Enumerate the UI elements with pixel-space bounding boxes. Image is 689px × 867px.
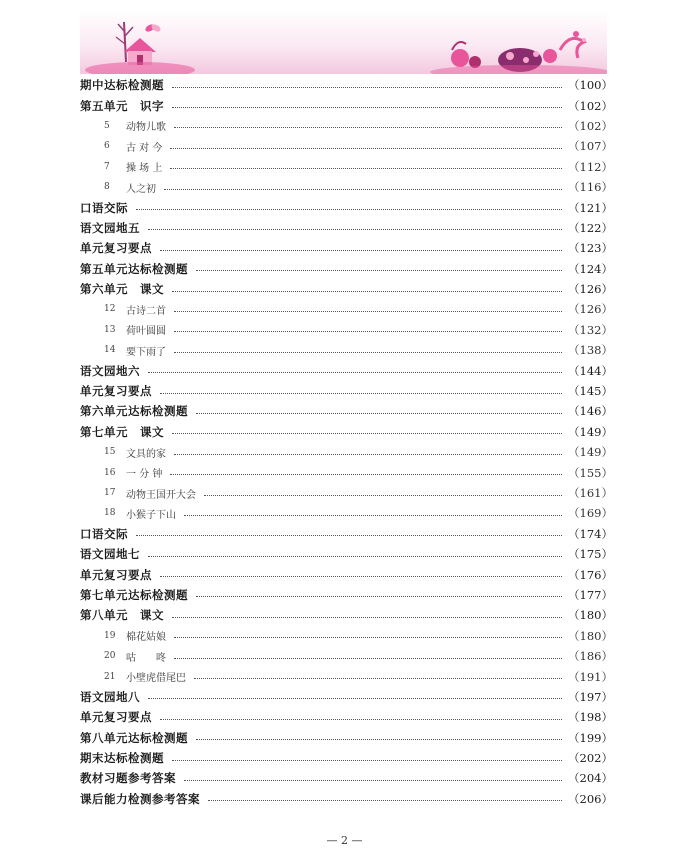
entry-page-number: （121）: [568, 200, 613, 215]
entry-page-number: （191）: [568, 669, 613, 684]
lesson-number: 16: [104, 467, 116, 478]
toc-section-entry[interactable]: [80, 95, 612, 115]
entry-page-number: （204）: [568, 771, 613, 786]
entry-page-number: （180）: [568, 628, 613, 643]
dot-leader: [174, 311, 562, 312]
dot-leader: [170, 474, 562, 475]
dot-leader: [164, 189, 562, 190]
entry-title: 要下雨了: [126, 346, 166, 358]
toc-lesson-entry[interactable]: [80, 646, 612, 666]
entry-page-number: （176）: [568, 567, 613, 582]
entry-title: 单元复习要点: [80, 241, 152, 256]
entry-title: 棉花姑娘: [126, 632, 166, 644]
dot-leader: [148, 229, 562, 230]
table-of-contents: [80, 75, 612, 809]
butterfly-icon: [144, 23, 162, 33]
entry-page-number: （202）: [568, 751, 613, 766]
dot-leader: [148, 698, 562, 699]
dot-leader: [136, 209, 562, 210]
dot-leader: [174, 331, 562, 332]
toc-lesson-entry[interactable]: [80, 666, 612, 686]
toc-lesson-entry[interactable]: [80, 626, 612, 646]
dot-leader: [196, 413, 562, 414]
dot-leader: [174, 127, 562, 128]
entry-page-number: （186）: [568, 649, 613, 664]
lesson-number: 12: [104, 304, 116, 315]
toc-lesson-entry[interactable]: [80, 299, 612, 319]
lesson-number: 5: [104, 120, 110, 131]
entry-title: 单元复习要点: [80, 567, 152, 582]
toc-section-entry[interactable]: [80, 789, 612, 809]
toc-section-entry[interactable]: [80, 605, 612, 625]
toc-section-entry[interactable]: [80, 381, 612, 401]
dot-leader: [160, 576, 562, 577]
entry-title: 第八单元 课文: [80, 608, 164, 623]
toc-section-entry[interactable]: [80, 197, 612, 217]
dot-leader: [160, 719, 562, 720]
entry-title: 古诗二首: [126, 305, 166, 317]
page-number: — 2 —: [326, 834, 363, 847]
dot-leader: [172, 760, 562, 761]
toc-section-entry[interactable]: [80, 707, 612, 727]
lesson-number: 21: [104, 671, 116, 682]
entry-title: 第五单元达标检测题: [80, 261, 188, 276]
entry-page-number: （124）: [568, 261, 613, 276]
entry-title: 第六单元 课文: [80, 282, 164, 297]
toc-section-entry[interactable]: [80, 279, 612, 299]
entry-title: 期末达标检测题: [80, 751, 164, 766]
dot-leader: [172, 87, 562, 88]
entry-page-number: （102）: [568, 98, 613, 113]
toc-section-entry[interactable]: [80, 728, 612, 748]
entry-page-number: （146）: [568, 404, 613, 419]
toc-section-entry[interactable]: [80, 524, 612, 544]
toc-section-entry[interactable]: [80, 585, 612, 605]
entry-page-number: （206）: [568, 791, 613, 806]
dot-leader: [160, 250, 562, 251]
toc-section-entry[interactable]: [80, 238, 612, 258]
entry-title: 口语交际: [80, 526, 128, 541]
dot-leader: [174, 454, 562, 455]
dot-leader: [196, 270, 562, 271]
entry-page-number: （177）: [568, 587, 613, 602]
dot-leader: [172, 107, 562, 108]
entry-page-number: （161）: [568, 486, 613, 500]
lesson-number: 18: [104, 508, 116, 519]
lesson-number: 13: [104, 324, 116, 335]
entry-title: 人之初: [126, 183, 156, 195]
entry-page-number: （123）: [568, 241, 613, 256]
dot-leader: [196, 739, 562, 740]
entry-title: 课后能力检测参考答案: [80, 791, 200, 806]
entry-page-number: （175）: [568, 547, 613, 562]
decorative-illustration: [80, 10, 607, 74]
entry-page-number: （180）: [568, 608, 613, 623]
lesson-number: 14: [104, 345, 116, 356]
entry-title: 期中达标检测题: [80, 78, 164, 93]
toc-section-entry[interactable]: [80, 687, 612, 707]
entry-page-number: （116）: [568, 180, 613, 195]
entry-page-number: （169）: [568, 506, 613, 521]
entry-page-number: （112）: [568, 159, 613, 174]
entry-title: 第八单元达标检测题: [80, 730, 188, 745]
dot-leader: [174, 352, 562, 353]
dot-leader: [184, 780, 562, 781]
entry-page-number: （149）: [568, 445, 613, 460]
entry-page-number: （174）: [568, 526, 613, 541]
dot-leader: [184, 515, 562, 516]
toc-section-entry[interactable]: [80, 218, 612, 238]
entry-title: 荷叶圆圆: [126, 326, 166, 338]
dot-leader: [148, 372, 562, 373]
entry-title: 第七单元达标检测题: [80, 587, 188, 602]
lesson-number: 15: [104, 447, 116, 458]
entry-title: 语文园地六: [80, 363, 140, 378]
toc-section-entry[interactable]: [80, 544, 612, 564]
dot-leader: [194, 678, 562, 679]
entry-page-number: （155）: [568, 465, 613, 480]
toc-lesson-entry[interactable]: [80, 177, 612, 197]
lesson-number: 17: [104, 488, 116, 498]
toc-section-entry[interactable]: [80, 768, 612, 788]
toc-section-entry[interactable]: [80, 422, 612, 442]
dot-leader: [208, 800, 562, 801]
entry-title: 教材习题参考答案: [80, 771, 176, 786]
entry-title: 语文园地七: [80, 547, 140, 562]
entry-title: 单元复习要点: [80, 384, 152, 399]
toc-lesson-entry[interactable]: [80, 483, 612, 503]
toc-section-entry[interactable]: [80, 75, 612, 95]
entry-title: 第六单元达标检测题: [80, 404, 188, 419]
entry-title: 口语交际: [80, 200, 128, 215]
entry-title: 一 分 钟: [126, 469, 163, 481]
toc-lesson-entry[interactable]: [80, 340, 612, 360]
entry-title: 第五单元 识字: [80, 98, 164, 113]
dot-leader: [174, 637, 562, 638]
entry-page-number: （145）: [568, 384, 613, 399]
dot-leader: [170, 168, 562, 169]
toc-lesson-entry[interactable]: [80, 136, 612, 156]
entry-title: 小猴子下山: [126, 509, 176, 521]
entry-title: 咕 咚: [126, 652, 166, 664]
entry-page-number: （100）: [568, 78, 613, 93]
entry-page-number: （102）: [568, 118, 613, 133]
toc-section-entry[interactable]: [80, 401, 612, 421]
dot-leader: [172, 433, 562, 434]
entry-title: 操 场 上: [126, 163, 163, 175]
lesson-number: 8: [104, 182, 110, 193]
entry-title: 古 对 今: [126, 142, 163, 154]
dot-leader: [160, 393, 562, 394]
toc-lesson-entry[interactable]: [80, 116, 612, 136]
toc-lesson-entry[interactable]: [80, 503, 612, 523]
entry-title: 单元复习要点: [80, 710, 152, 725]
dot-leader: [148, 556, 562, 557]
header-banner: [80, 10, 607, 74]
toc-section-entry[interactable]: [80, 259, 612, 279]
dot-leader: [204, 495, 562, 496]
entry-title: 小壁虎借尾巴: [126, 673, 186, 685]
entry-page-number: （122）: [568, 220, 613, 235]
toc-lesson-entry[interactable]: [80, 320, 612, 340]
entry-page-number: （126）: [568, 302, 613, 317]
dot-leader: [170, 148, 562, 149]
dot-leader: [136, 535, 562, 536]
dot-leader: [172, 291, 562, 292]
entry-page-number: （149）: [568, 424, 613, 439]
entry-title: 动物王国开大会: [126, 489, 196, 501]
toc-section-entry[interactable]: [80, 360, 612, 380]
entry-title: 第七单元 课文: [80, 424, 164, 439]
lesson-number: 7: [104, 161, 110, 172]
entry-page-number: （199）: [568, 730, 613, 745]
toc-lesson-entry[interactable]: [80, 157, 612, 177]
lesson-number: 6: [104, 141, 110, 152]
dot-leader: [172, 617, 562, 618]
toc-lesson-entry[interactable]: [80, 442, 612, 462]
entry-page-number: （107）: [568, 139, 613, 154]
entry-page-number: （198）: [568, 710, 613, 725]
entry-title: 语文园地五: [80, 220, 140, 235]
lesson-number: 19: [104, 630, 116, 641]
entry-page-number: （197）: [568, 689, 613, 704]
toc-lesson-entry[interactable]: [80, 462, 612, 482]
entry-title: 文具的家: [126, 448, 166, 460]
lesson-number: 20: [104, 651, 116, 662]
entry-page-number: （126）: [568, 282, 613, 297]
entry-page-number: （144）: [568, 363, 613, 378]
entry-page-number: （132）: [568, 322, 613, 337]
entry-title: 动物儿歌: [126, 122, 166, 134]
toc-section-entry[interactable]: [80, 748, 612, 768]
entry-title: 语文园地八: [80, 689, 140, 704]
toc-section-entry[interactable]: [80, 564, 612, 584]
dot-leader: [174, 658, 562, 659]
entry-page-number: （138）: [568, 343, 613, 358]
dot-leader: [196, 596, 562, 597]
house-icon: [124, 38, 156, 65]
